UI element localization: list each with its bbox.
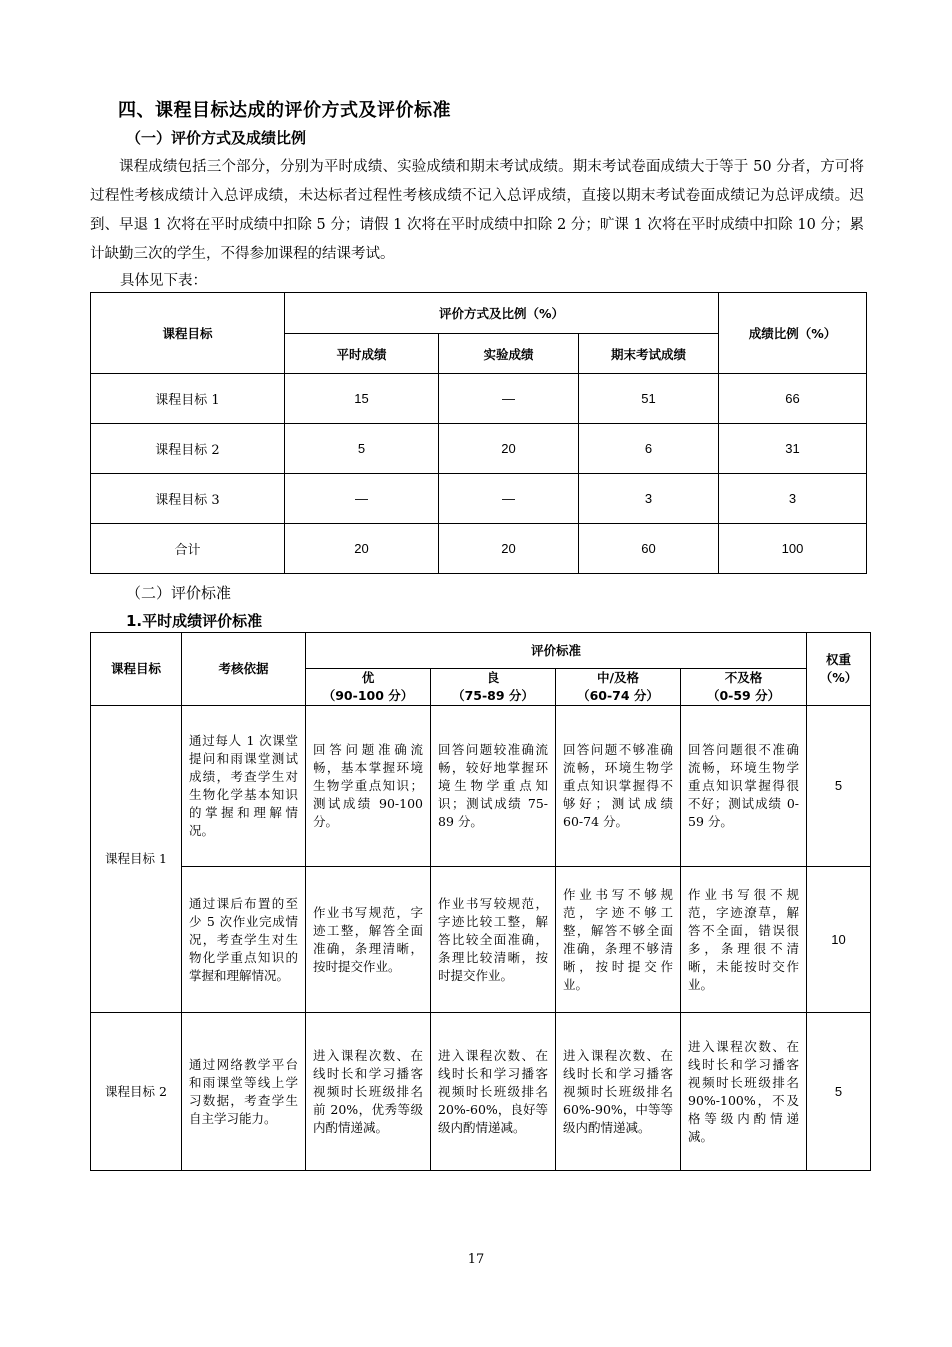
row-lab: — bbox=[439, 474, 579, 524]
page-number: 17 bbox=[467, 1252, 485, 1267]
row-pass: 回答问题不够准确流畅，环境生物学重点知识掌握得不够好；测试成绩 60-74 分。 bbox=[556, 706, 681, 867]
table-intro: 具体见下表： bbox=[120, 273, 207, 289]
score-ratio-table bbox=[90, 292, 867, 574]
table-row bbox=[91, 424, 867, 474]
row-basis: 通过每人 1 次课堂提问和雨课堂测试成绩，考查学生对生物化学基本知识的掌握和理解情况。 bbox=[182, 706, 306, 867]
row-usual: — bbox=[285, 474, 439, 524]
table-row bbox=[91, 706, 871, 867]
header-final: 期末考试成绩 bbox=[579, 334, 719, 374]
header-basis: 考核依据 bbox=[182, 633, 306, 706]
row-lab: 20 bbox=[439, 424, 579, 474]
level-range: （60-74 分） bbox=[577, 688, 659, 703]
row-basis: 通过网络教学平台和雨课堂等线上学习数据，考查学生自主学习能力。 bbox=[182, 1013, 306, 1171]
table-row bbox=[91, 1013, 871, 1171]
row-pass: 作业书写不够规范，字迹不够工整，解答不够全面准确，条理不够清晰，按时提交作业。 bbox=[556, 867, 681, 1013]
subsection-heading: 1.平时成绩评价标准 bbox=[126, 612, 263, 630]
level-name: 不及格 bbox=[724, 670, 763, 685]
row-good: 进入课程次数、在线时长和学习播客视频时长班级排名 20%-60%，良好等级内酌情递减。 bbox=[431, 1013, 556, 1171]
row-goal: 课程目标 2 bbox=[91, 424, 285, 474]
level-range: （0-59 分） bbox=[706, 688, 781, 703]
row-ratio: 66 bbox=[719, 374, 867, 424]
level-excellent bbox=[306, 669, 431, 706]
header-weight: 权重（%） bbox=[807, 633, 871, 706]
body-paragraph: 课程成绩包括三个部分，分别为平时成绩、实验成绩和期末考试成绩。期末考试卷面成绩大于等于 50 分者，方可将过程性考核成绩计入总评成绩，未达标者过程性考核成绩不记入总评成绩，直接以期末考试卷面成绩记为总评成绩。迟到、早退 1 次将在平时成绩中扣除 5 分；请假 1 次将在平时成绩中扣除 2 分；旷课 1 次将在平时成绩中扣除 10 分；累计缺勤三次的学生，不得参加课程的结课考试。 bbox=[90, 159, 864, 262]
row-final: 51 bbox=[579, 374, 719, 424]
row-weight: 10 bbox=[807, 867, 871, 1013]
row-goal: 课程目标 3 bbox=[91, 474, 285, 524]
table-row-total bbox=[91, 524, 867, 574]
row-good: 回答问题较准确流畅，较好地掌握环境生物学重点知识；测试成绩 75-89 分。 bbox=[431, 706, 556, 867]
header-score-ratio: 成绩比例（%） bbox=[719, 293, 867, 374]
row-ratio: 100 bbox=[719, 524, 867, 574]
level-name: 良 bbox=[486, 670, 500, 685]
row-weight: 5 bbox=[807, 706, 871, 867]
level-range: （75-89 分） bbox=[452, 688, 534, 703]
row-good: 作业书写较规范，字迹比较工整，解答比较全面准确，条理比较清晰，按时提交作业。 bbox=[431, 867, 556, 1013]
header-standard: 评价标准 bbox=[306, 633, 807, 669]
row-usual: 5 bbox=[285, 424, 439, 474]
row-lab: 20 bbox=[439, 524, 579, 574]
row-basis: 通过课后布置的至少 5 次作业完成情况，考查学生对生物化学重点知识的掌握和理解情况。 bbox=[182, 867, 306, 1013]
subsection-title-1: （一）评价方式及成绩比例 bbox=[126, 129, 307, 147]
level-fail bbox=[681, 669, 807, 706]
row-usual: 15 bbox=[285, 374, 439, 424]
row-final: 3 bbox=[579, 474, 719, 524]
row-final: 6 bbox=[579, 424, 719, 474]
row-excellent: 作业书写规范，字迹工整，解答全面准确，条理清晰，按时提交作业。 bbox=[306, 867, 431, 1013]
header-lab: 实验成绩 bbox=[439, 334, 579, 374]
header-usual: 平时成绩 bbox=[285, 334, 439, 374]
row-goal: 课程目标 1 bbox=[91, 374, 285, 424]
row-weight: 5 bbox=[807, 1013, 871, 1171]
level-name: 优 bbox=[361, 670, 375, 685]
usual-score-standard-table bbox=[90, 632, 871, 1171]
row-fail: 作业书写很不规范，字迹潦草，解答不全面，错误很多，条理很不清晰，未能按时交作业。 bbox=[681, 867, 807, 1013]
table-row bbox=[91, 474, 867, 524]
header-course-goal: 课程目标 bbox=[91, 633, 182, 706]
row-excellent: 进入课程次数、在线时长和学习播客视频时长班级排名前 20%，优秀等级内酌情递减。 bbox=[306, 1013, 431, 1171]
level-pass bbox=[556, 669, 681, 706]
row-fail: 进入课程次数、在线时长和学习播客视频时长班级排名 90%-100%，不及格等级内酌情递减。 bbox=[681, 1013, 807, 1171]
table-row bbox=[91, 374, 867, 424]
level-good bbox=[431, 669, 556, 706]
table-row bbox=[91, 867, 871, 1013]
row-goal: 课程目标 1 bbox=[91, 706, 182, 1013]
level-name: 中/及格 bbox=[596, 670, 640, 685]
row-excellent: 回答问题准确流畅，基本掌握环境生物学重点知识；测试成绩 90-100 分。 bbox=[306, 706, 431, 867]
row-fail: 回答问题很不准确流畅，环境生物学重点知识掌握得很不好；测试成绩 0-59 分。 bbox=[681, 706, 807, 867]
level-range: （90-100 分） bbox=[322, 688, 414, 703]
row-goal: 课程目标 2 bbox=[91, 1013, 182, 1171]
row-lab: — bbox=[439, 374, 579, 424]
row-usual: 20 bbox=[285, 524, 439, 574]
header-eval-method: 评价方式及比例（%） bbox=[285, 293, 719, 334]
section-title: 四、课程目标达成的评价方式及评价标准 bbox=[118, 100, 451, 121]
row-ratio: 3 bbox=[719, 474, 867, 524]
subsection-title-2: （二）评价标准 bbox=[126, 584, 232, 602]
row-pass: 进入课程次数、在线时长和学习播客视频时长班级排名 60%-90%，中等等级内酌情递减。 bbox=[556, 1013, 681, 1171]
row-goal: 合计 bbox=[91, 524, 285, 574]
header-course-goal: 课程目标 bbox=[91, 293, 285, 374]
row-ratio: 31 bbox=[719, 424, 867, 474]
row-final: 60 bbox=[579, 524, 719, 574]
